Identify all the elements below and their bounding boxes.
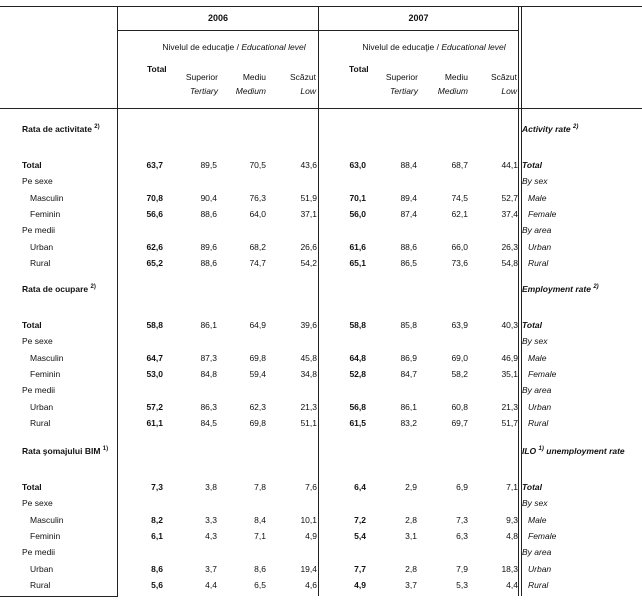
table-cell: 86,3 [200,401,217,412]
table-row [0,496,642,512]
row-label-ro: Total [22,160,42,170]
table-cell: 7,9 [456,563,468,574]
row-label-en: By area [522,225,552,236]
section-title-en [522,446,625,456]
table-cell: 7,3 [456,514,468,525]
table-cell: 89,6 [200,241,217,252]
table-row [0,400,642,416]
table-cell: 64,7 [146,352,163,363]
table-cell: 37,4 [501,208,518,219]
row-label-en: Rural [528,417,549,428]
table-cell: 84,5 [200,417,217,428]
table-cell: 54,8 [501,257,518,268]
table-cell: 21,3 [300,401,317,412]
table-cell: 4,9 [354,579,366,590]
section-title-ro [22,446,108,456]
table-cell: 2,9 [405,482,417,492]
row-label-en: By sex [522,336,548,347]
table-cell: 59,4 [249,368,266,379]
table-cell: 63,9 [451,320,468,330]
table-cell: 66,0 [451,241,468,252]
row-label-en: Female [528,208,557,219]
education-level-2007 [350,42,518,52]
table-cell: 8,2 [151,514,163,525]
table-row [0,480,642,496]
row-label-en: Total [522,320,542,330]
table-cell: 4,3 [205,530,217,541]
scazut-ro: Scăzut [290,72,316,82]
superior-en: Tertiary [389,86,418,96]
table-cell: 62,3 [249,401,266,412]
table-cell: 18,3 [501,563,518,574]
row-label-ro: Masculin [30,514,64,525]
table-cell: 3,1 [405,530,417,541]
table-cell: 8,6 [254,563,266,574]
row-label-en: Urban [528,241,552,252]
table-row [0,223,642,239]
table-cell: 7,2 [354,514,366,525]
table-cell: 70,8 [146,192,163,203]
section-title-ro-text: Rata şomajului BIM [22,446,101,456]
top-rule [0,6,642,7]
row-label-ro: Urban [30,241,54,252]
section-title-ro-text: Rata de ocupare [22,284,89,294]
table-cell: 63,7 [146,160,163,170]
section-title-en-text: Employment rate [522,284,591,294]
table-cell: 56,6 [146,208,163,219]
table-cell: 58,8 [349,320,366,330]
table-cell: 7,1 [506,482,518,492]
table-cell: 7,8 [254,482,266,492]
education-level-ro: Nivelul de educaţie / [162,42,242,52]
table-cell: 5,4 [354,530,366,541]
table-cell: 44,1 [501,160,518,170]
row-label-ro: Masculin [30,192,64,203]
table-cell: 3,7 [405,579,417,590]
table-cell: 61,5 [349,417,366,428]
row-label-en: By sex [522,498,548,509]
row-label-en: Urban [528,563,552,574]
table-row [0,383,642,399]
table-cell: 74,7 [249,257,266,268]
row-label-ro: Pe sexe [22,336,53,347]
row-label-ro: Feminin [30,530,61,541]
table-cell: 69,7 [451,417,468,428]
table-cell: 69,8 [249,352,266,363]
section-title-ro [22,284,96,294]
row-label-ro: Masculin [30,352,64,363]
table-cell: 88,4 [400,160,417,170]
table-cell: 88,6 [400,241,417,252]
footnote-marker: 2) [94,124,100,131]
year-2007: 2007 [408,13,429,23]
table-cell: 69,0 [451,352,468,363]
table-cell: 62,1 [451,208,468,219]
table-cell: 4,8 [506,530,518,541]
table-row [0,578,642,594]
total-header-2006: Total [147,64,167,74]
table-cell: 3,7 [205,563,217,574]
table-cell: 5,3 [456,579,468,590]
header-bottom-rule [0,108,642,109]
table-cell: 51,1 [300,417,317,428]
table-row [0,367,642,383]
table-cell: 52,7 [501,192,518,203]
table-cell: 65,2 [146,257,163,268]
table-cell: 6,1 [151,530,163,541]
section-title-ro-text: Rata de activitate [22,124,92,134]
section-title-en [522,124,578,134]
table-cell: 73,6 [451,257,468,268]
superior-ro: Superior [185,72,218,82]
section-title-ro [22,124,100,134]
table-row [0,351,642,367]
year-2006: 2006 [207,13,229,23]
mediu-ro: Mediu [444,72,468,82]
table-cell: 6,3 [456,530,468,541]
table-cell: 60,8 [451,401,468,412]
table-cell: 26,3 [501,241,518,252]
table-cell: 64,0 [249,208,266,219]
row-label-ro: Pe sexe [22,176,53,187]
table-row [0,545,642,561]
row-label-ro: Pe medii [22,225,56,236]
table-cell: 7,6 [305,482,317,492]
row-label-en: Rural [528,579,549,590]
table-cell: 4,4 [205,579,217,590]
table-cell: 6,9 [456,482,468,492]
education-level-2006 [150,42,318,52]
table-cell: 85,8 [400,320,417,330]
mediu-header-2007 [428,70,468,98]
table-cell: 2,8 [405,514,417,525]
table-cell: 34,8 [300,368,317,379]
table-cell: 8,6 [151,563,163,574]
table-cell: 70,5 [249,160,266,170]
table-cell: 6,4 [354,482,366,492]
table-cell: 88,6 [200,257,217,268]
row-label-ro: Feminin [30,368,61,379]
scazut-en: Low [501,86,517,96]
row-label-ro: Urban [30,563,54,574]
row-label-en: Male [528,352,547,363]
table-row [0,562,642,578]
mediu-en: Medium [235,86,266,96]
table-cell: 4,9 [305,530,317,541]
table-cell: 87,4 [400,208,417,219]
row-label-ro: Total [22,320,42,330]
table-cell: 10,1 [300,514,317,525]
superior-header-2007 [368,70,418,98]
row-label-en: By area [522,547,552,558]
row-label-ro: Pe sexe [22,498,53,509]
row-label-ro: Rural [30,417,51,428]
education-level-en: Educational level [441,42,506,52]
table-cell: 69,8 [249,417,266,428]
row-label-en: Male [528,192,547,203]
table-cell: 51,7 [501,417,518,428]
scazut-header-2007 [476,70,517,98]
table-cell: 90,4 [200,192,217,203]
table-row [0,513,642,529]
table-row [0,334,642,350]
superior-header-2006 [168,70,218,98]
table-cell: 84,8 [200,368,217,379]
row-label-ro: Pe medii [22,547,56,558]
row-label-en: By area [522,385,552,396]
table-row [0,416,642,432]
section-title-en-text: Activity rate [522,124,571,134]
table-cell: 3,3 [205,514,217,525]
scazut-en: Low [300,86,316,96]
table-cell: 56,0 [349,208,366,219]
total-header-2007: Total [349,64,369,74]
table-cell: 86,1 [400,401,417,412]
table-row [0,207,642,223]
section-title-en-suffix: unemployment rate [543,446,625,456]
table-cell: 3,8 [205,482,217,492]
table-cell: 8,4 [254,514,266,525]
table-cell: 52,8 [349,368,366,379]
table-cell: 21,3 [501,401,518,412]
table-cell: 37,1 [300,208,317,219]
superior-ro: Superior [385,72,418,82]
scazut-header-2006 [276,70,316,98]
table-cell: 76,3 [249,192,266,203]
table-cell: 19,4 [300,563,317,574]
table-cell: 26,6 [300,241,317,252]
table-cell: 70,1 [349,192,366,203]
row-label-ro: Urban [30,401,54,412]
table-cell: 39,6 [300,320,317,330]
education-level-ro: Nivelul de educaţie / [362,42,442,52]
table-cell: 46,9 [501,352,518,363]
table-cell: 86,9 [400,352,417,363]
section-title-en-text: ILO [522,446,537,456]
table-cell: 51,9 [300,192,317,203]
table-row [0,240,642,256]
education-level-en: Educational level [241,42,306,52]
table-cell: 74,5 [451,192,468,203]
table-cell: 88,6 [200,208,217,219]
row-label-ro: Pe medii [22,385,56,396]
table-cell: 4,6 [305,579,317,590]
table-cell: 58,8 [146,320,163,330]
row-label-en: Female [528,368,557,379]
row-label-en: Urban [528,401,552,412]
table-cell: 57,2 [146,401,163,412]
superior-en: Tertiary [189,86,218,96]
table-cell: 7,1 [254,530,266,541]
table-row [0,158,642,174]
table-cell: 43,6 [300,160,317,170]
row-label-en: Female [528,530,557,541]
table-cell: 62,6 [146,241,163,252]
table-cell: 2,8 [405,563,417,574]
row-label-ro: Rural [30,579,51,590]
table-cell: 86,5 [400,257,417,268]
row-label-ro: Total [22,482,42,492]
table-row [0,174,642,190]
table-cell: 84,7 [400,368,417,379]
table-cell: 7,7 [354,563,366,574]
footnote-marker: 2) [573,124,579,131]
table-cell: 89,4 [400,192,417,203]
table-cell: 5,6 [151,579,163,590]
row-label-ro: Feminin [30,208,61,219]
table-cell: 40,3 [501,320,518,330]
table-row [0,318,642,334]
mediu-header-2006 [228,70,266,98]
row-label-en: By sex [522,176,548,187]
table-cell: 56,8 [349,401,366,412]
table-cell: 7,3 [151,482,163,492]
bottom-rule [0,596,118,597]
table-cell: 68,7 [451,160,468,170]
table-cell: 61,1 [146,417,163,428]
mediu-en: Medium [437,86,468,96]
footnote-marker: 1) [102,446,109,453]
table-cell: 68,2 [249,241,266,252]
table-cell: 53,0 [146,368,163,379]
footnote-marker: 1) [538,446,544,453]
table-cell: 89,5 [200,160,217,170]
section-title-en [522,284,599,294]
row-label-en: Total [522,482,542,492]
footnote-marker: 2) [90,284,96,291]
mediu-ro: Mediu [242,72,266,82]
table-cell: 58,2 [451,368,468,379]
table-cell: 64,9 [249,320,266,330]
table-cell: 35,1 [501,368,518,379]
table-cell: 63,0 [349,160,366,170]
table-row [0,256,642,272]
table-cell: 6,5 [254,579,266,590]
table-row [0,191,642,207]
table-cell: 87,3 [200,352,217,363]
table-cell: 86,1 [200,320,217,330]
table-cell: 54,2 [300,257,317,268]
scazut-ro: Scăzut [491,72,517,82]
table-cell: 64,8 [349,352,366,363]
table-row [0,529,642,545]
table-cell: 4,4 [506,579,518,590]
table-cell: 65,1 [349,257,366,268]
table-cell: 45,8 [300,352,317,363]
table-cell: 9,3 [506,514,518,525]
table-cell: 61,6 [349,241,366,252]
footnote-marker: 2) [593,284,599,291]
table-cell: 83,2 [400,417,417,428]
row-label-ro: Rural [30,257,51,268]
row-label-en: Male [528,514,547,525]
row-label-en: Total [522,160,542,170]
row-label-en: Rural [528,257,549,268]
